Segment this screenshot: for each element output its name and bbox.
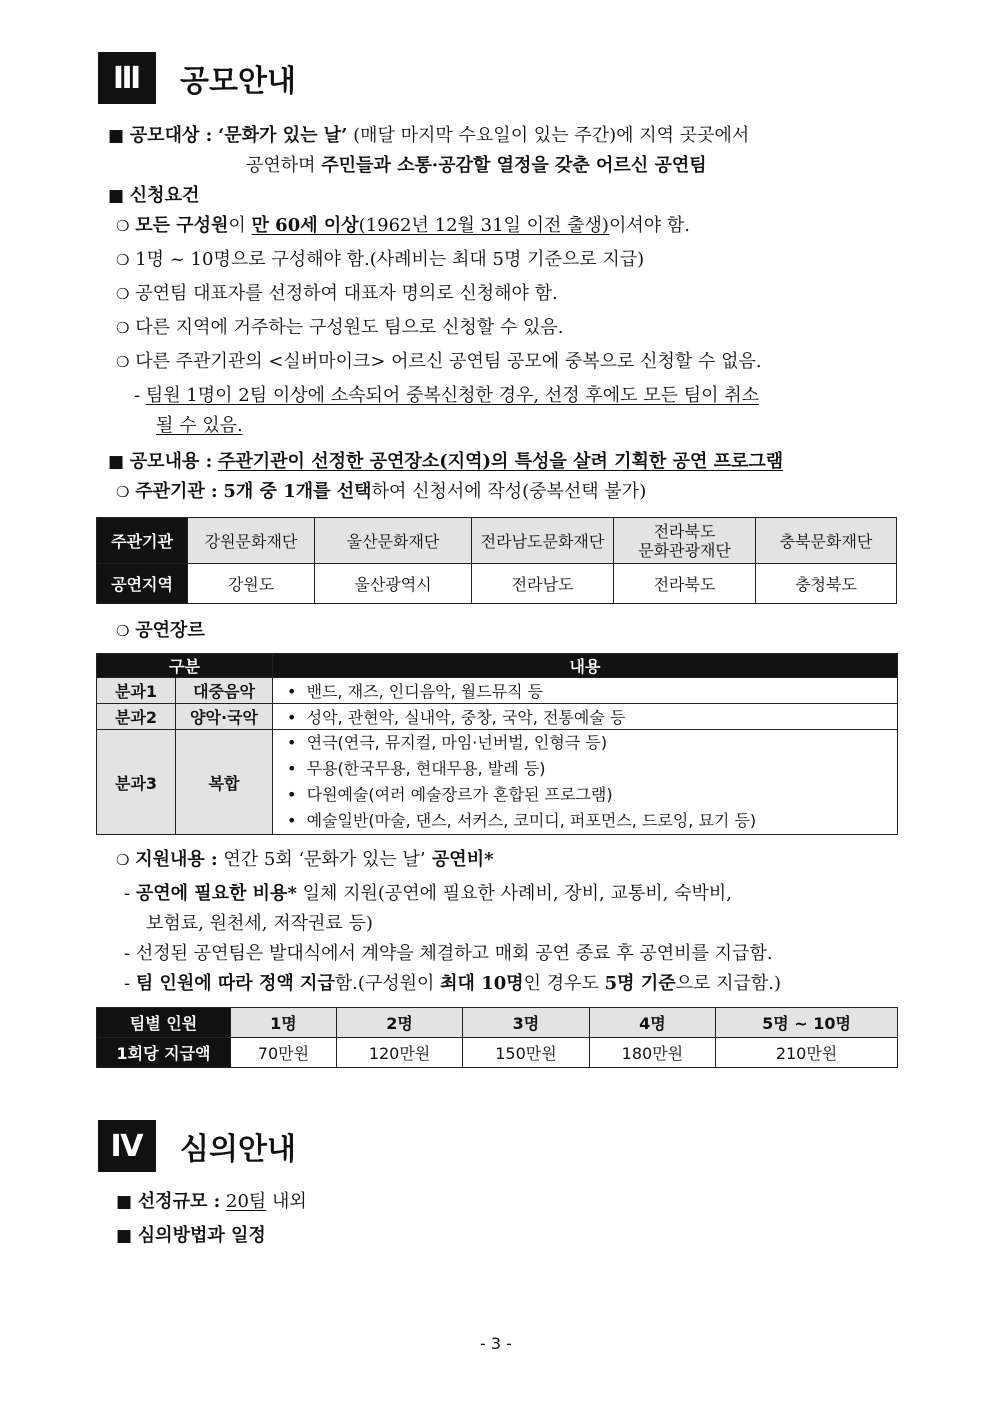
content-label: 공모내용 : <box>129 451 213 472</box>
section-number: Ⅳ <box>98 1120 156 1172</box>
circle-bullet-icon: ❍ <box>116 251 130 269</box>
region-head: 공연지역 <box>97 564 188 604</box>
support-detail <box>146 912 373 936</box>
genre-division: 분과3 <box>97 730 176 835</box>
org4-line1: 전라북도 <box>653 521 716 541</box>
pay-amount: 70만원 <box>231 1038 337 1068</box>
req1-b: 이 <box>228 215 252 236</box>
req5-text: 다른 주관기관의 <실버마이크> 어르신 공연팀 공모에 중복으로 신청할 수 없음. <box>135 351 762 372</box>
region-cell: 전라남도 <box>472 564 614 604</box>
org-head: 주관기관 <box>97 518 188 564</box>
support-line <box>116 848 494 872</box>
org-cell: 충북문화재단 <box>756 518 897 564</box>
target-line <box>108 124 749 148</box>
section-title: 심의안내 <box>180 1132 296 1167</box>
support-detail: - 공연에 필요한 비용* 일체 지원(공연에 필요한 사례비, 장비, 교통비, 숙박비, <box>124 883 732 904</box>
pay-table <box>96 1007 898 1068</box>
review-scale-label: 선정규모 : <box>137 1191 221 1212</box>
requirement-sub: - 팀원 1명이 2팀 이상에 소속되어 중복신청한 경우, 선정 후에도 모든 팀이 취소 <box>134 385 760 406</box>
section-header <box>98 1118 296 1174</box>
genre-r3-item-text: 연극(연극, 뮤지컬, 마임·넌버벌, 인형극 등) <box>306 733 608 752</box>
requirements-heading <box>108 184 199 208</box>
support-d3c: 최대 10명 <box>440 973 524 994</box>
genre-category: 대중음악 <box>176 678 273 704</box>
requirement-item <box>116 316 564 340</box>
target-text1: (매달 마지막 수요일이 있는 주간)에 지역 곳곳에서 <box>347 125 750 146</box>
support-d1a: 공연에 필요한 비용* <box>135 883 297 904</box>
genre-content <box>273 730 898 835</box>
target-line2 <box>246 154 707 178</box>
circle-bullet-icon: ❍ <box>116 217 130 235</box>
req1-a: 모든 구성원 <box>135 215 229 236</box>
genre-heading <box>116 619 205 643</box>
circle-bullet-icon: ❍ <box>116 483 130 501</box>
org4-line2: 문화관광재단 <box>638 540 731 560</box>
square-bullet-icon: ■ <box>108 186 125 206</box>
content-line <box>108 450 783 474</box>
genre-table <box>96 653 898 835</box>
genre-category: 양악·국악 <box>176 704 273 730</box>
review-method <box>116 1224 266 1248</box>
target-quote: ‘문화가 있는 날’ <box>218 125 348 146</box>
content-text: 주관기관이 선정한 공연장소(지역)의 특성을 살려 기획한 공연 프로그램 <box>218 451 784 472</box>
circle-bullet-icon: ❍ <box>116 319 130 337</box>
org-text-b: 5개 중 1개를 선택 <box>223 481 372 502</box>
org-text: 하여 신청서에 작성(중복선택 불가) <box>371 481 647 502</box>
genre-r1-text: 밴드, 재즈, 인디음악, 월드뮤직 등 <box>306 682 544 701</box>
pay-size: 5명 ~ 10명 <box>716 1008 898 1038</box>
req-sub2: 될 수 있음. <box>156 415 243 436</box>
pay-size: 3명 <box>463 1008 589 1038</box>
genre-r3-item-text: 무용(한국무용, 현대무용, 발레 등) <box>306 759 546 778</box>
support-d1c: 보험료, 원천세, 저작권료 등) <box>146 913 373 934</box>
square-bullet-icon: ■ <box>116 1192 133 1212</box>
support-d2: 선정된 공연팀은 발대식에서 계약을 체결하고 매회 공연 종료 후 공연비를 지급함. <box>135 943 773 964</box>
genre-label: 공연장르 <box>135 620 205 641</box>
region-cell: 전라북도 <box>614 564 756 604</box>
genre-r3-item: • 예술일반(마술, 댄스, 서커스, 코미디, 퍼포먼스, 드로잉, 묘기 등) <box>287 811 757 830</box>
org-cell: 전라남도문화재단 <box>472 518 614 564</box>
genre-head-col1: 구분 <box>97 654 273 678</box>
req2-text: 1명 ~ 10명으로 구성해야 함.(사례비는 최대 5명 기준으로 지급) <box>135 249 645 270</box>
review-scale <box>116 1190 307 1214</box>
square-bullet-icon: ■ <box>108 452 125 472</box>
region-cell: 충청북도 <box>756 564 897 604</box>
genre-division: 분과2 <box>97 704 176 730</box>
section-header <box>98 50 296 106</box>
requirement-item <box>116 350 762 374</box>
support-text2: ‘문화가 있는 날’ <box>298 849 426 870</box>
section-number: Ⅲ <box>98 52 156 104</box>
genre-content: • 성악, 관현악, 실내악, 중창, 국악, 전통예술 등 <box>273 704 898 730</box>
pay-amount: 210만원 <box>716 1038 898 1068</box>
support-text3: 공연비* <box>425 849 494 870</box>
requirements-label: 신청요건 <box>129 185 200 206</box>
requirement-item <box>116 214 690 238</box>
genre-r3-item-text: 다원예술(여러 예술장르가 혼합된 프로그램) <box>306 785 613 804</box>
support-d3a: 팀 인원에 따라 정액 지급 <box>135 973 335 994</box>
pay-size: 1명 <box>231 1008 337 1038</box>
org-cell: 울산문화재단 <box>315 518 472 564</box>
org-line <box>116 480 646 504</box>
pay-size: 4명 <box>589 1008 715 1038</box>
target-text2b: 주민들과 소통·공감할 열정을 갖춘 어르신 공연팀 <box>321 155 707 176</box>
genre-division: 분과1 <box>97 678 176 704</box>
pay-head: 팀별 인원 <box>97 1008 231 1038</box>
org-cell: 강원문화재단 <box>188 518 315 564</box>
genre-r3-item: • 다원예술(여러 예술장르가 혼합된 프로그램) <box>287 785 613 804</box>
req3-text: 공연팀 대표자를 선정하여 대표자 명의로 신청해야 함. <box>135 283 558 304</box>
support-d1b: 일체 지원(공연에 필요한 사례비, 장비, 교통비, 숙박비, <box>296 883 732 904</box>
target-label: 공모대상 : <box>129 125 213 146</box>
support-d3e: 5명 기준 <box>604 973 676 994</box>
support-d3d: 인 경우도 <box>523 973 605 994</box>
pay-size: 2명 <box>336 1008 462 1038</box>
genre-content: • 밴드, 재즈, 인디음악, 월드뮤직 등 <box>273 678 898 704</box>
requirement-sub2 <box>156 414 243 438</box>
org-cell <box>614 518 756 564</box>
genre-r3-item: • 연극(연극, 뮤지컬, 마임·넌버벌, 인형극 등) <box>287 733 608 752</box>
circle-bullet-icon: ❍ <box>116 622 130 640</box>
support-text1: 연간 5회 <box>217 849 299 870</box>
support-d3f: 으로 지급함.) <box>675 973 782 994</box>
genre-r2-text: 성악, 관현악, 실내악, 중창, 국악, 전통예술 등 <box>306 708 626 727</box>
support-d3b: 함.(구성원이 <box>334 973 441 994</box>
requirement-item <box>116 248 644 272</box>
support-detail: - 팀 인원에 따라 정액 지급함.(구성원이 최대 10명인 경우도 5명 기준으로 지급함.) <box>124 973 782 994</box>
genre-head-col2: 내용 <box>273 654 898 678</box>
requirement-item <box>116 282 558 306</box>
req1-c: 만 60세 이상 <box>251 215 359 236</box>
org-label: 주관기관 : <box>135 481 218 502</box>
support-label: 지원내용 : <box>135 849 218 870</box>
pay-amount: 150만원 <box>463 1038 589 1068</box>
page-number: - 3 - <box>480 1334 512 1353</box>
pay-amount-head: 1회당 지급액 <box>97 1038 231 1068</box>
genre-r3-item: • 무용(한국무용, 현대무용, 발레 등) <box>287 759 546 778</box>
genre-category: 복합 <box>176 730 273 835</box>
review-scale-text: 내외 <box>266 1191 307 1212</box>
target-text2a: 공연하며 <box>246 155 322 176</box>
region-cell: 울산광역시 <box>315 564 472 604</box>
square-bullet-icon: ■ <box>108 126 125 146</box>
org-table <box>96 517 897 604</box>
section-title: 공모안내 <box>180 64 296 99</box>
pay-amount: 180만원 <box>589 1038 715 1068</box>
circle-bullet-icon: ❍ <box>116 353 130 371</box>
review-scale-num: 20팀 <box>226 1191 267 1212</box>
req1-e: 이셔야 함. <box>608 215 690 236</box>
genre-r3-item-text: 예술일반(마술, 댄스, 서커스, 코미디, 퍼포먼스, 드로잉, 묘기 등) <box>306 811 757 830</box>
support-detail: - 선정된 공연팀은 발대식에서 계약을 체결하고 매회 공연 종료 후 공연비를 지급함. <box>124 943 773 964</box>
square-bullet-icon: ■ <box>116 1226 133 1246</box>
req-sub1: 팀원 1명이 2팀 이상에 소속되어 중복신청한 경우, 선정 후에도 모든 팀이 취소 <box>145 385 760 406</box>
pay-amount: 120만원 <box>336 1038 462 1068</box>
review-method-label: 심의방법과 일정 <box>137 1225 266 1246</box>
region-cell: 강원도 <box>188 564 315 604</box>
circle-bullet-icon: ❍ <box>116 851 130 869</box>
req4-text: 다른 지역에 거주하는 구성원도 팀으로 신청할 수 있음. <box>135 317 564 338</box>
circle-bullet-icon: ❍ <box>116 285 130 303</box>
req1-d: (1962년 12월 31일 이전 출생) <box>358 215 609 236</box>
